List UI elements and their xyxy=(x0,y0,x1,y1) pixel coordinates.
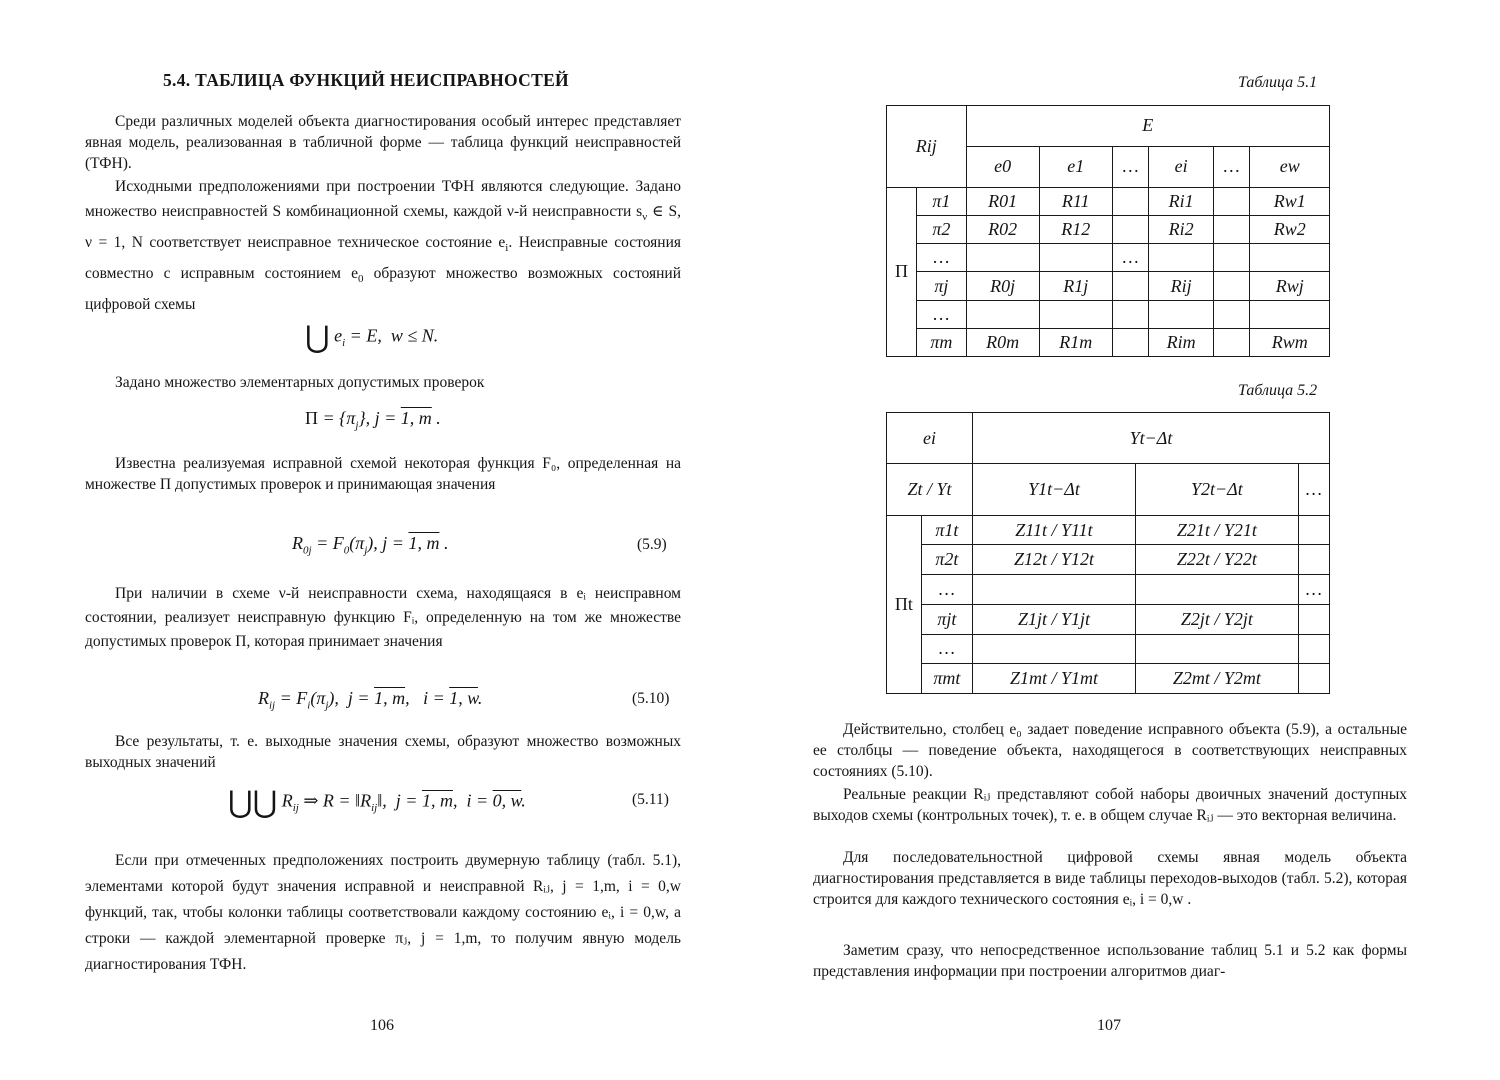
table-cell: Z21t / Y21t xyxy=(1135,515,1298,545)
table-5-2-corner: ei xyxy=(887,413,973,464)
equation-number-5-11: (5.11) xyxy=(632,791,669,808)
table-5-1-col-header: ew xyxy=(1250,146,1330,187)
table-5-1-col-header: e1 xyxy=(1039,146,1112,187)
table-cell xyxy=(966,300,1039,328)
formula-checks-set: $\Pi = \{\pi_j\}$, j = 1, m . xyxy=(305,408,441,432)
table-cell: Z11t / Y11t xyxy=(973,515,1136,545)
table-5-2-row-label: π2t xyxy=(921,545,972,575)
table-cell xyxy=(1213,272,1250,300)
table-cell xyxy=(1112,216,1149,244)
table-cell xyxy=(1112,300,1149,328)
table-5-1 xyxy=(886,105,1330,357)
table-cell xyxy=(1135,575,1298,605)
table-cell xyxy=(1149,300,1213,328)
table-5-1-caption: Таблица 5.1 xyxy=(1238,74,1318,91)
table-cell: Z2jt / Y2jt xyxy=(1135,604,1298,634)
paragraph-7: Если при отмеченных предположениях построить двумерную таблицу (табл. 5.1), элементами которой будут значения исправной и неисправной Rᵢⱼ, j = 1,m, i = 0,w функций, так, чтобы колонки таблицы соответствовали каждому состоянию eᵢ, i = 0,w, а строки — каждой элементарной проверке πⱼ, j = 1,m, то получим явную модель диагностирования ТФН. xyxy=(85,852,681,973)
formula-5-10: $R_{ij} = F_i(\pi_j)$, j = 1, m, i = 1, w. xyxy=(258,688,483,712)
table-cell: Rim xyxy=(1149,328,1213,356)
table-5-1-col-header: … xyxy=(1213,146,1250,187)
table-row xyxy=(887,300,1330,328)
right-paragraph-3: Для последовательностной цифровой схемы явная модель объекта диагностирования представляется в виде таблицы переходов-выходов (табл. 5.2), которая строится для каждого технического состояния eᵢ, i = 0,w . xyxy=(813,849,1407,908)
table-cell xyxy=(1298,634,1329,664)
table-5-2-row-label: … xyxy=(921,575,972,605)
table-5-2-row-label: π1t xyxy=(921,515,972,545)
table-row xyxy=(887,634,1330,664)
paragraph-5: При наличии в схеме ν-й неисправности схема, находящаяся в eᵢ неисправном состоянии, реализует неисправную функцию Fᵢ, определенную на том же множестве допустимых проверок Π, которая принимает значения xyxy=(85,585,681,650)
table-cell xyxy=(966,244,1039,272)
table-cell xyxy=(1149,244,1213,272)
table-5-2 xyxy=(886,412,1330,694)
table-cell xyxy=(1213,187,1250,215)
table-5-2-row-label: πjt xyxy=(921,604,972,634)
table-row xyxy=(887,575,1330,605)
table-5-1-row-label: π1 xyxy=(917,187,967,215)
paragraph-4: Известна реализуемая исправной схемой некоторая функция F₀, определенная на множестве Π допустимых проверок и принимающая значения xyxy=(85,455,681,493)
table-5-1-col-header: e0 xyxy=(966,146,1039,187)
right-paragraph-2: Реальные реакции Rᵢⱼ представляют собой наборы двоичных значений доступных выходов схемы (контрольных точек), т. е. в общем случае Rᵢⱼ — это векторная величина. xyxy=(813,786,1407,824)
formula-5-11: ⋃⋃ $R_{ij}$ ⇒ $R = ‖R_{ij}‖$, j = 1, m, i = 0, w. xyxy=(228,786,526,819)
table-cell xyxy=(1298,515,1329,545)
table-cell xyxy=(1039,300,1112,328)
table-cell xyxy=(1213,328,1250,356)
table-cell xyxy=(1250,300,1330,328)
table-cell: R01 xyxy=(966,187,1039,215)
table-row xyxy=(887,216,1330,244)
table-row xyxy=(887,244,1330,272)
table-cell: Rwj xyxy=(1250,272,1330,300)
table-row xyxy=(887,515,1330,545)
table-5-1-row-label: … xyxy=(917,244,967,272)
table-row xyxy=(887,664,1330,694)
right-page xyxy=(750,0,1500,1080)
table-cell xyxy=(1135,634,1298,664)
table-5-1-corner: Rij xyxy=(887,106,967,188)
table-cell: R1m xyxy=(1039,328,1112,356)
table-cell xyxy=(1039,244,1112,272)
table-cell xyxy=(1213,244,1250,272)
table-cell xyxy=(1298,545,1329,575)
table-cell: R11 xyxy=(1039,187,1112,215)
paragraph-6: Все результаты, т. е. выходные значения схемы, образуют множество возможных выходных значений xyxy=(85,733,681,771)
table-row xyxy=(887,272,1330,300)
table-5-2-col-header: … xyxy=(1298,464,1329,515)
table-cell: Rij xyxy=(1149,272,1213,300)
table-cell: Z1jt / Y1jt xyxy=(973,604,1136,634)
table-row xyxy=(887,545,1330,575)
table-cell: R12 xyxy=(1039,216,1112,244)
table-5-1-row-label: πm xyxy=(917,328,967,356)
table-cell: Ri1 xyxy=(1149,187,1213,215)
table-cell xyxy=(1213,216,1250,244)
table-5-1-row-label: … xyxy=(917,300,967,328)
page-number-left: 106 xyxy=(370,1017,394,1034)
table-cell: Ri2 xyxy=(1149,216,1213,244)
table-cell: Z22t / Y22t xyxy=(1135,545,1298,575)
right-paragraph-4: Заметим сразу, что непосредственное использование таблиц 5.1 и 5.2 как формы представления информации при построении алгоритмов диаг- xyxy=(813,942,1407,980)
table-cell xyxy=(973,575,1136,605)
table-5-2-col-header: Y1t−Δt xyxy=(973,464,1136,515)
table-cell: … xyxy=(1112,244,1149,272)
table-5-1-row-label: πj xyxy=(917,272,967,300)
table-cell: R0j xyxy=(966,272,1039,300)
section-heading: 5.4. ТАБЛИЦА ФУНКЦИЙ НЕИСПРАВНОСТЕЙ xyxy=(163,70,569,90)
table-cell: R0m xyxy=(966,328,1039,356)
table-5-1-col-header: … xyxy=(1112,146,1149,187)
table-cell xyxy=(1112,272,1149,300)
table-5-2-caption: Таблица 5.2 xyxy=(1238,382,1318,399)
page-number-right: 107 xyxy=(1097,1017,1121,1034)
table-row xyxy=(887,187,1330,215)
table-cell: Rw1 xyxy=(1250,187,1330,215)
table-cell: R02 xyxy=(966,216,1039,244)
table-5-2-row-label: … xyxy=(921,634,972,664)
table-cell: … xyxy=(1298,575,1329,605)
right-paragraph-1: Действительно, столбец e₀ задает поведение исправного объекта (5.9), а остальные ее столбцы — поведение объекта, находящегося в соответствующих неисправных состояниях (5.10). xyxy=(813,721,1407,780)
table-5-1-group-header: E xyxy=(966,106,1329,147)
table-cell: R1j xyxy=(1039,272,1112,300)
table-cell xyxy=(1298,604,1329,634)
table-cell xyxy=(973,634,1136,664)
table-cell xyxy=(1250,244,1330,272)
table-cell: Z2mt / Y2mt xyxy=(1135,664,1298,694)
table-5-1-row-group: Π xyxy=(887,187,917,356)
table-cell: Rw2 xyxy=(1250,216,1330,244)
table-5-2-col-header: Y2t−Δt xyxy=(1135,464,1298,515)
table-5-1-col-header: ei xyxy=(1149,146,1213,187)
table-cell: Z12t / Y12t xyxy=(973,545,1136,575)
table-5-1-row-label: π2 xyxy=(917,216,967,244)
table-cell xyxy=(1213,300,1250,328)
equation-number-5-10: (5.10) xyxy=(632,690,670,707)
formula-union-states: ⋃ $e_i = E$, w ≤ N. xyxy=(305,321,439,354)
formula-5-9: $R_{0j} = F_0(\pi_j)$, j = 1, m . xyxy=(292,533,449,557)
table-5-2-group-header: Yt−Δt xyxy=(973,413,1330,464)
table-cell xyxy=(1112,187,1149,215)
table-5-2-row-label: πmt xyxy=(921,664,972,694)
table-5-2-sub-header: Zt / Yt xyxy=(887,464,973,515)
table-5-2-row-group: Πt xyxy=(887,515,922,693)
paragraph-1: Среди различных моделей объекта диагностирования особый интерес представляет явная модель, реализованная в табличной форме — таблица функций неисправностей (ТФН). xyxy=(85,113,681,172)
table-cell xyxy=(1112,328,1149,356)
table-cell xyxy=(1298,664,1329,694)
table-row xyxy=(887,328,1330,356)
paragraph-2: Исходными предположениями при построении ТФН являются следующие. Задано множество неисправностей S комбинационной схемы, каждой ν-й неисправности $s_\nu$ ∈ S, ν = 1, N соответствует неисправное техническое состояние $e_i$. Неисправные состояния совместно с исправным состоянием $e_0$ образуют множество возможных состояний цифровой схемы xyxy=(85,178,681,314)
equation-number-5-9: (5.9) xyxy=(637,536,667,553)
table-row xyxy=(887,604,1330,634)
paragraph-3: Задано множество элементарных допустимых проверок xyxy=(115,374,485,391)
table-cell: Rwm xyxy=(1250,328,1330,356)
table-cell: Z1mt / Y1mt xyxy=(973,664,1136,694)
